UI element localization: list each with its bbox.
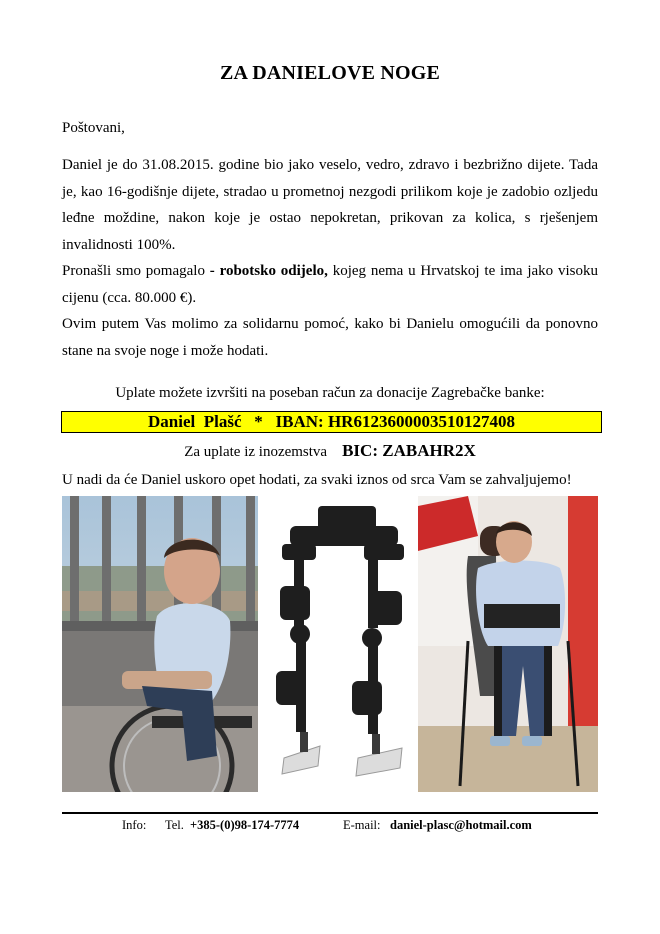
bic-code: BIC: ZABAHR2X: [342, 441, 476, 460]
foreign-payment-label: Za uplate iz inozemstva: [184, 444, 328, 460]
iban-banner: [61, 411, 602, 433]
paragraph-accident: Daniel je do 31.08.2015. godine bio jako veselo, vedro, zdravo i bezbrižno dijete. Tada je, kao 16-godišnje dijete, stradao u prometnoj nezgodi prilikom koje je zadobio ozljedu leđne moždine, nakon koje je ostao nepokretan, prikovan za kolica, s rješenjem invalidnosti 100%.: [62, 157, 598, 253]
p2-before: Pronašli smo pomagalo: [62, 263, 210, 279]
iban-number: IBAN: HR6123600003510127408: [275, 412, 515, 431]
robot-suit-highlight: - robotsko odijelo,: [209, 263, 328, 279]
footer-info: Info:: [122, 818, 147, 832]
closing-line: U nadi da će Daniel uskoro opet hodati, za svaki iznos od srca Vam se zahvaljujemo!: [62, 472, 572, 488]
exoskeleton-photo: [260, 496, 416, 792]
footer-divider: [62, 812, 598, 814]
phone-number: +385-(0)98-174-7774: [190, 818, 300, 832]
footer-tel-label: Tel.: [165, 818, 184, 832]
iban-separator: *: [254, 412, 263, 431]
foreign-payment-line: [0, 441, 660, 461]
greeting: Poštovani,: [62, 120, 125, 136]
email-address: daniel-plasc@hotmail.com: [390, 818, 532, 832]
body-text: [62, 152, 598, 364]
wheelchair-photo: [62, 496, 258, 792]
payment-intro: Uplate možete izvršiti na poseban račun za donacije Zagrebačke banke:: [115, 385, 545, 401]
footer-email: [390, 818, 532, 833]
paragraph-exoskeleton: [62, 258, 598, 311]
footer-email-label: E-mail:: [343, 818, 381, 832]
account-holder: Daniel Plašć: [148, 412, 242, 431]
paragraph-appeal: Ovim putem Vas molimo za solidarnu pomoć, kako bi Danielu omogućili da ponovno stane na svoje noge i može hodati.: [62, 316, 598, 359]
footer-tel: [190, 818, 299, 833]
standing-photo: [418, 496, 598, 792]
p2-after: kojeg nema u Hrvatskoj te ima jako visoku cijenu (cca. 80.000 €).: [62, 263, 598, 306]
document-title: ZA DANIELOVE NOGE: [219, 62, 441, 84]
